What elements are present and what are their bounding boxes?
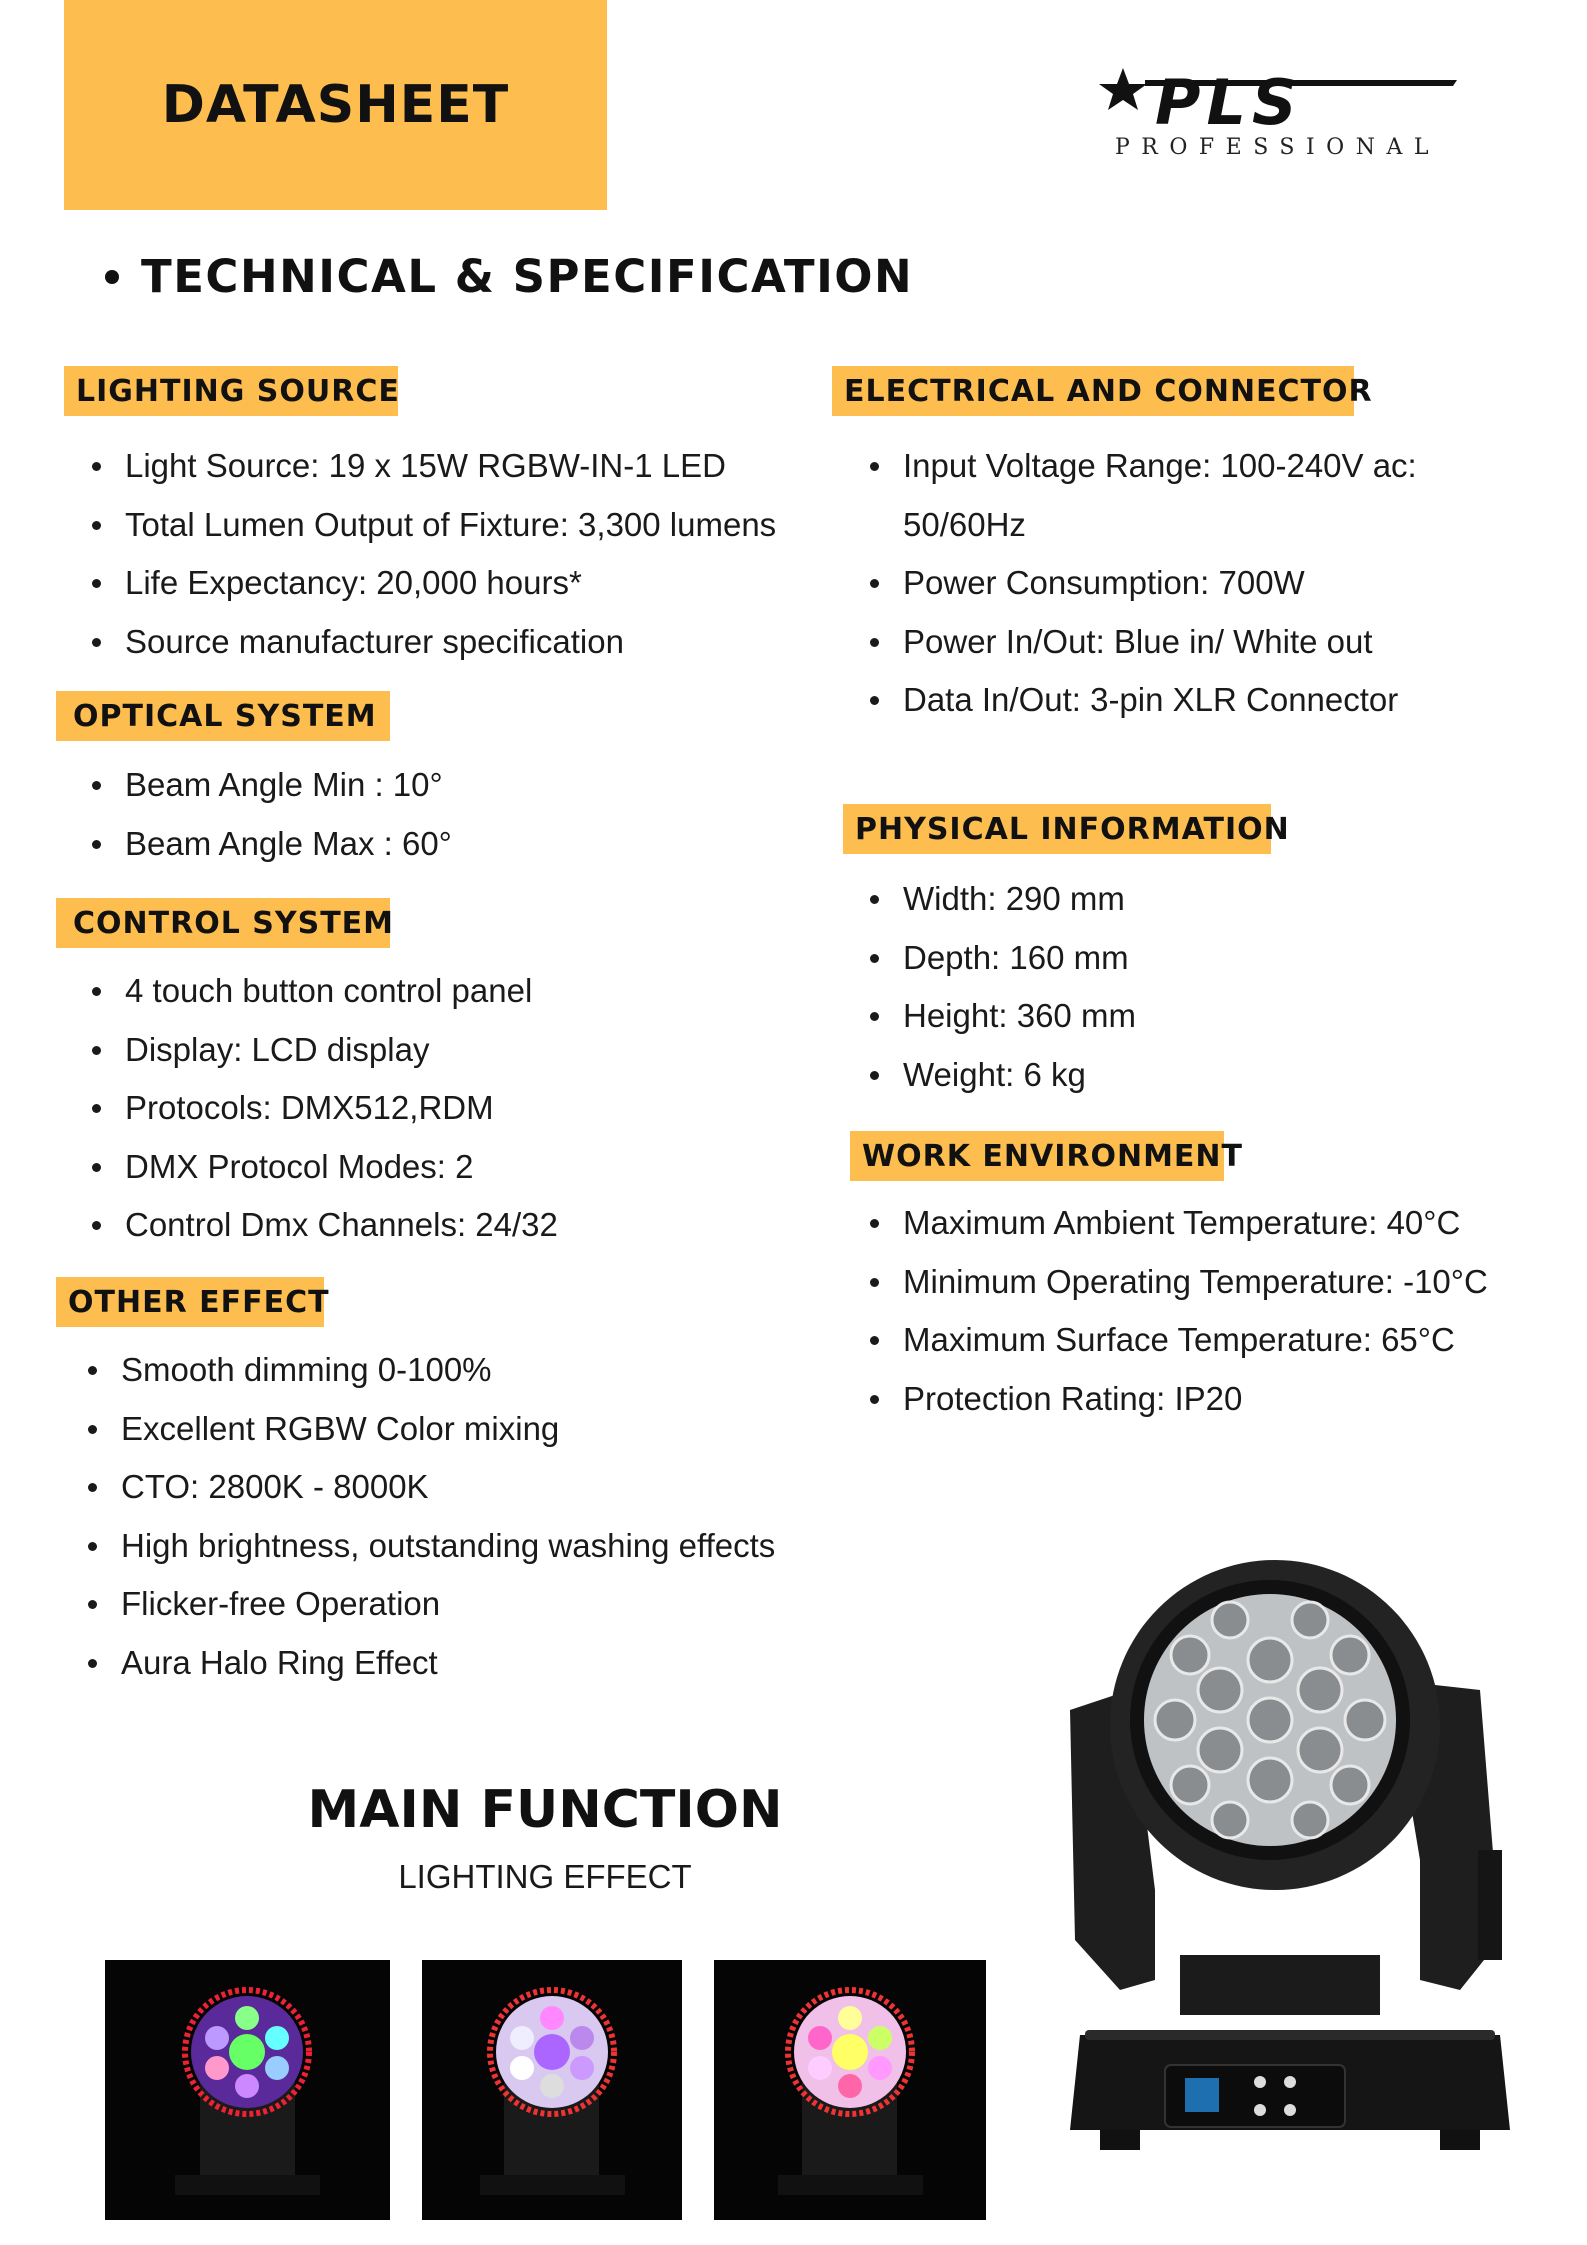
list-item: Flicker-free Operation xyxy=(84,1575,775,1634)
pls-logo xyxy=(1085,60,1465,160)
list-item: Weight: 6 kg xyxy=(866,1046,1136,1105)
list-item: Beam Angle Max : 60° xyxy=(88,815,452,874)
control-system-list xyxy=(88,962,558,1255)
list-item: Data In/Out: 3-pin XLR Connector xyxy=(866,671,1417,730)
list-item: Beam Angle Min : 10° xyxy=(88,756,452,815)
list-item: 50/60Hz xyxy=(903,505,1026,543)
list-item: DMX Protocol Modes: 2 xyxy=(88,1138,558,1197)
section-title xyxy=(105,250,913,303)
list-item: Minimum Operating Temperature: -10°C xyxy=(866,1253,1488,1312)
logo-sub: PROFESSIONAL xyxy=(1115,135,1440,160)
product-moving-head-image xyxy=(1060,1560,1520,2180)
list-item: Maximum Surface Temperature: 65°C xyxy=(866,1311,1488,1370)
list-item: Power Consumption: 700W xyxy=(866,554,1417,613)
logo-brand: PLS xyxy=(1155,66,1303,139)
lighting-effect-image-2 xyxy=(422,1960,682,2220)
datasheet-label: DATASHEET xyxy=(161,75,510,135)
electrical-list xyxy=(866,437,1417,730)
work-environment-list xyxy=(866,1194,1488,1428)
other-effect-list xyxy=(84,1341,775,1692)
list-item: Maximum Ambient Temperature: 40°C xyxy=(866,1194,1488,1253)
list-item: Depth: 160 mm xyxy=(866,929,1136,988)
other-effect-heading: OTHER EFFECT xyxy=(56,1277,324,1327)
physical-information-list xyxy=(866,870,1136,1104)
control-system-heading: CONTROL SYSTEM xyxy=(56,898,390,948)
electrical-heading: ELECTRICAL AND CONNECTOR xyxy=(832,366,1354,416)
lighting-effect-image-3 xyxy=(714,1960,986,2220)
datasheet-tag xyxy=(64,0,607,210)
list-item: High brightness, outstanding washing effects xyxy=(84,1517,775,1576)
list-item: Aura Halo Ring Effect xyxy=(84,1634,775,1693)
list-item: Light Source: 19 x 15W RGBW-IN-1 LED xyxy=(88,437,776,496)
list-item: Width: 290 mm xyxy=(866,870,1136,929)
list-item: Height: 360 mm xyxy=(866,987,1136,1046)
bullet-icon xyxy=(105,270,119,284)
main-function-subtitle: LIGHTING EFFECT xyxy=(398,1858,692,1895)
work-environment-heading: WORK ENVIRONMENT xyxy=(850,1131,1224,1181)
main-function-title: MAIN FUNCTION xyxy=(307,1780,783,1840)
list-item: CTO: 2800K - 8000K xyxy=(84,1458,775,1517)
optical-system-list xyxy=(88,756,452,873)
list-item: Protection Rating: IP20 xyxy=(866,1370,1488,1429)
list-item: Protocols: DMX512,RDM xyxy=(88,1079,558,1138)
star-icon xyxy=(1099,68,1147,110)
list-item: Excellent RGBW Color mixing xyxy=(84,1400,775,1459)
section-title-text: TECHNICAL & SPECIFICATION xyxy=(141,250,914,303)
list-item: Life Expectancy: 20,000 hours* xyxy=(88,554,776,613)
list-item: Smooth dimming 0-100% xyxy=(84,1341,775,1400)
lighting-source-list xyxy=(88,437,776,671)
lighting-source-heading: LIGHTING SOURCE xyxy=(64,366,398,416)
list-item: Power In/Out: Blue in/ White out xyxy=(866,613,1417,672)
list-item: Display: LCD display xyxy=(88,1021,558,1080)
optical-system-heading: OPTICAL SYSTEM xyxy=(56,691,390,741)
list-item: Total Lumen Output of Fixture: 3,300 lumens xyxy=(88,496,776,555)
list-item: 4 touch button control panel xyxy=(88,962,558,1021)
list-item: Source manufacturer specification xyxy=(88,613,776,672)
physical-information-heading: PHYSICAL INFORMATION xyxy=(843,804,1271,854)
list-item: Control Dmx Channels: 24/32 xyxy=(88,1196,558,1255)
list-item: Input Voltage Range: 100-240V ac: xyxy=(866,437,1417,496)
lighting-effect-image-1 xyxy=(105,1960,390,2220)
